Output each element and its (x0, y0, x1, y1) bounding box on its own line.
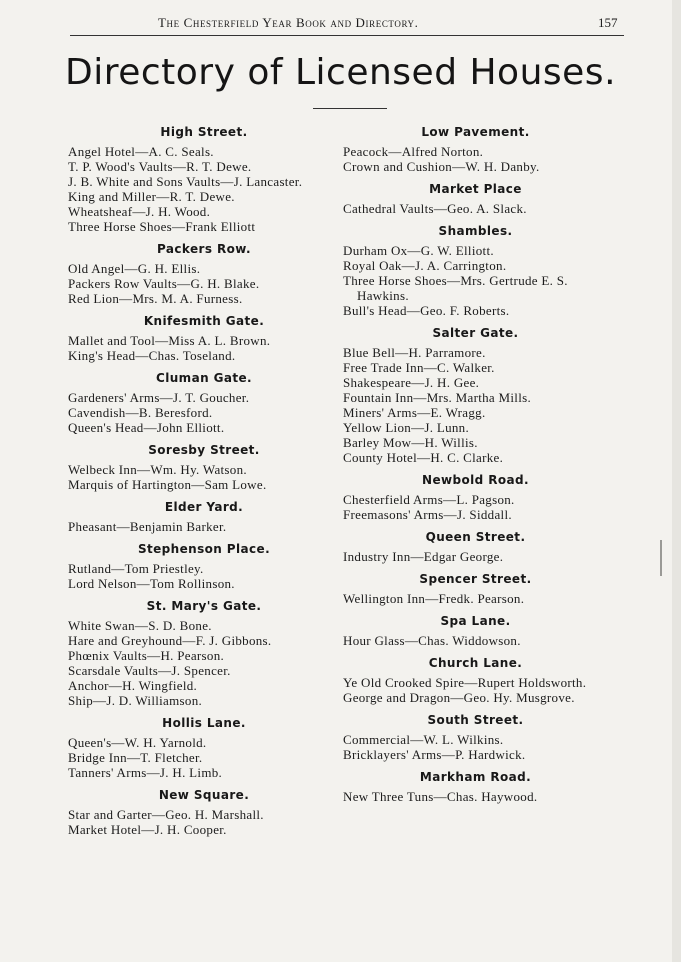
street-heading: Spa Lane. (440, 614, 511, 628)
licensed-house-entry: Fountain Inn—Mrs. Martha Mills. (343, 390, 532, 405)
street-heading: Low Pavement. (421, 125, 530, 139)
street-heading: Salter Gate. (432, 326, 519, 340)
licensed-house-entry: Ye Old Crooked Spire—Rupert Holdsworth. (343, 675, 587, 690)
licensed-house-entry: Bridge Inn—T. Fletcher. (68, 750, 203, 765)
licensed-house-entry: Bull's Head—Geo. F. Roberts. (343, 303, 510, 318)
licensed-house-entry: Peacock—Alfred Norton. (343, 144, 484, 159)
licensed-house-entry: Gardeners' Arms—J. T. Goucher. (68, 390, 250, 405)
street-section (343, 572, 608, 606)
licensed-house-entry: Ship—J. D. Williamson. (68, 693, 203, 708)
licensed-house-entry: Pheasant—Benjamin Barker. (68, 519, 227, 534)
licensed-house-entry: White Swan—S. D. Bone. (68, 618, 212, 633)
street-heading: Soresby Street. (148, 443, 260, 457)
street-heading: South Street. (427, 713, 524, 727)
street-section (343, 770, 608, 804)
licensed-house-entry: Welbeck Inn—Wm. Hy. Watson. (68, 462, 247, 477)
licensed-house-entry: Hare and Greyhound—F. J. Gibbons. (68, 633, 272, 648)
street-section (343, 656, 608, 705)
street-heading: High Street. (160, 125, 248, 139)
licensed-house-entry: Queen's—W. H. Yarnold. (68, 735, 207, 750)
licensed-house-entry: Angel Hotel—A. C. Seals. (68, 144, 214, 159)
street-section (68, 542, 340, 591)
street-section (343, 326, 608, 465)
licensed-house-entry: Yellow Lion—J. Lunn. (343, 420, 470, 435)
street-section (68, 599, 340, 708)
street-heading: Newbold Road. (422, 473, 529, 487)
licensed-house-entry: Phœnix Vaults—H. Pearson. (68, 648, 225, 663)
street-heading: Hollis Lane. (162, 716, 246, 730)
licensed-house-entry: Chesterfield Arms—L. Pagson. (343, 492, 515, 507)
street-heading: New Square. (158, 788, 250, 802)
licensed-house-entry: Commercial—W. L. Wilkins. (343, 732, 504, 747)
street-heading: Knifesmith Gate. (143, 314, 265, 328)
street-heading: Queen Street. (425, 530, 526, 544)
street-section (68, 716, 340, 780)
right-column (343, 125, 608, 812)
street-heading: Cluman Gate. (156, 371, 252, 385)
licensed-house-entry: Cathedral Vaults—Geo. A. Slack. (343, 201, 527, 216)
scan-edge (672, 0, 681, 962)
licensed-house-entry: County Hotel—H. C. Clarke. (343, 450, 504, 465)
licensed-house-entry: Miners' Arms—E. Wragg. (343, 405, 486, 420)
licensed-house-entry: Cavendish—B. Beresford. (68, 405, 213, 420)
licensed-house-entry: Market Hotel—J. H. Cooper. (68, 822, 227, 837)
licensed-house-entry: J. B. White and Sons Vaults—J. Lancaster. (68, 174, 303, 189)
licensed-house-entry: Packers Row Vaults—G. H. Blake. (68, 276, 260, 291)
street-heading: St. Mary's Gate. (146, 599, 262, 613)
licensed-house-entry: New Three Tuns—Chas. Haywood. (343, 789, 538, 804)
licensed-house-entry: Crown and Cushion—W. H. Danby. (343, 159, 540, 174)
street-section (343, 713, 608, 762)
licensed-house-entry: Wellington Inn—Fredk. Pearson. (343, 591, 525, 606)
street-section (343, 530, 608, 564)
street-section (343, 614, 608, 648)
street-heading: Church Lane. (428, 656, 523, 670)
street-section (68, 242, 340, 306)
licensed-house-entry: Star and Garter—Geo. H. Marshall. (68, 807, 264, 822)
street-heading: Packers Row. (157, 242, 251, 256)
street-section (343, 473, 608, 522)
licensed-house-entry: Durham Ox—G. W. Elliott. (343, 243, 494, 258)
street-section (68, 314, 340, 363)
street-section (343, 125, 608, 174)
licensed-house-entry: Three Horse Shoes—Frank Elliott (68, 219, 256, 234)
page-number: 157 (598, 15, 618, 30)
licensed-house-entry: Marquis of Hartington—Sam Lowe. (68, 477, 267, 492)
left-column (68, 125, 340, 845)
page-title: Directory of Licensed Houses. (64, 52, 617, 93)
licensed-house-entry: Lord Nelson—Tom Rollinson. (68, 576, 235, 591)
street-heading: Markham Road. (419, 770, 532, 784)
licensed-house-entry: Scarsdale Vaults—J. Spencer. (68, 663, 231, 678)
licensed-house-entry: Hour Glass—Chas. Widdowson. (343, 633, 521, 648)
licensed-house-entry: Bricklayers' Arms—P. Hardwick. (343, 747, 526, 762)
licensed-house-entry: King's Head—Chas. Toseland. (68, 348, 236, 363)
running-title: The Chesterfield Year Book and Directory. (158, 15, 419, 30)
street-section (68, 443, 340, 492)
street-heading: Stephenson Place. (137, 542, 271, 556)
licensed-house-entry: Barley Mow—H. Willis. (343, 435, 478, 450)
street-section (68, 500, 340, 534)
title-divider (313, 108, 387, 109)
licensed-house-entry: Freemasons' Arms—J. Siddall. (343, 507, 512, 522)
licensed-house-entry: Industry Inn—Edgar George. (343, 549, 504, 564)
street-heading: Shambles. (438, 224, 513, 238)
street-section (343, 224, 608, 318)
licensed-house-entry: T. P. Wood's Vaults—R. T. Dewe. (68, 159, 252, 174)
street-section (68, 125, 340, 234)
licensed-house-entry: Wheatsheaf—J. H. Wood. (68, 204, 211, 219)
licensed-house-entry: George and Dragon—Geo. Hy. Musgrove. (343, 690, 575, 705)
licensed-house-entry: Anchor—H. Wingfield. (68, 678, 198, 693)
street-section (343, 182, 608, 216)
licensed-house-entry: Queen's Head—John Elliott. (68, 420, 225, 435)
licensed-house-entry: Tanners' Arms—J. H. Limb. (68, 765, 223, 780)
licensed-house-entry: Free Trade Inn—C. Walker. (343, 360, 495, 375)
street-section (68, 788, 340, 837)
header-rule (70, 35, 624, 36)
licensed-house-entry: Royal Oak—J. A. Carrington. (343, 258, 507, 273)
margin-mark (660, 540, 662, 576)
licensed-house-entry: Blue Bell—H. Parramore. (343, 345, 486, 360)
running-header (0, 15, 681, 35)
licensed-house-entry: Old Angel—G. H. Ellis. (68, 261, 201, 276)
licensed-house-entry: King and Miller—R. T. Dewe. (68, 189, 235, 204)
licensed-house-entry: Red Lion—Mrs. M. A. Furness. (68, 291, 243, 306)
licensed-house-entry: Mallet and Tool—Miss A. L. Brown. (68, 333, 271, 348)
licensed-house-entry: Three Horse Shoes—Mrs. Gertrude E. S. Hawkins. (343, 273, 568, 303)
street-section (68, 371, 340, 435)
licensed-house-entry: Rutland—Tom Priestley. (68, 561, 204, 576)
street-heading: Market Place (429, 182, 522, 196)
licensed-house-entry: Shakespeare—J. H. Gee. (343, 375, 480, 390)
street-heading: Elder Yard. (164, 500, 244, 514)
street-heading: Spencer Street. (419, 572, 532, 586)
